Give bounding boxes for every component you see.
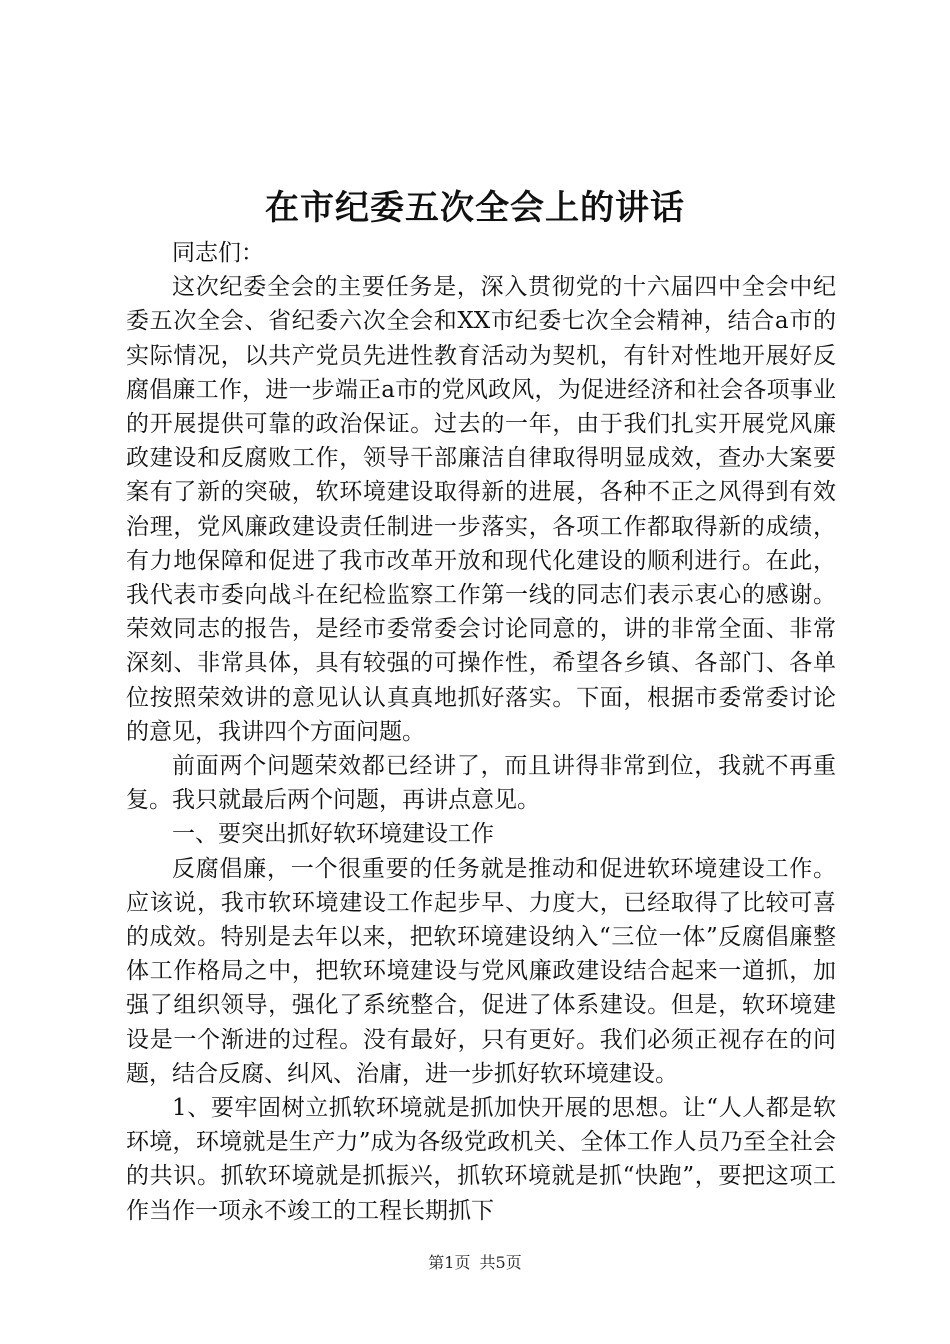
- page-number: 第1页: [428, 1253, 471, 1272]
- page-total: 共5页: [479, 1253, 522, 1272]
- paragraph-transition: 前面两个问题荣效都已经讲了，而且讲得非常到位，我就不再重复。我只就最后两个问题，再讲点意见。: [126, 753, 836, 814]
- page-footer: [0, 1252, 950, 1274]
- document-body: [126, 236, 836, 1228]
- section-heading-1: 一、要突出抓好软环境建设工作: [172, 821, 494, 848]
- paragraph-intro: 这次纪委全会的主要任务是，深入贯彻党的十六届四中全会中纪委五次全会、省纪委六次全会和XX市纪委七次全会精神，结合a市的实际情况，以共产党员先进性教育活动为契机，有针对性地开展好反腐倡廉工作，进一步端正a市的党风政风，为促进经济和社会各项事业的开展提供可靠的政治保证。过去的一年，由于我们扎实开展党风廉政建设和反腐败工作，领导干部廉洁自律取得明显成效，查办大案要案有了新的突破，软环境建设取得新的进展，各种不正之风得到有效治理，党风廉政建设责任制进一步落实，各项工作都取得新的成绩，有力地保障和促进了我市改革开放和现代化建设的顺利进行。在此，我代表市委向战斗在纪检监察工作第一线的同志们表示衷心的感谢。荣效同志的报告，是经市委常委会讨论同意的，讲的非常全面、非常深刻、非常具体，具有较强的可操作性，希望各乡镇、各部门、各单位按照荣效讲的意见认认真真地抓好落实。下面，根据市委常委讨论的意见，我讲四个方面问题。: [126, 274, 836, 745]
- paragraph-point-1: 1、要牢固树立抓软环境就是抓加快开展的思想。让“人人都是软环境，环境就是生产力”成为各级党政机关、全体工作人员乃至全社会的共识。抓软环境就是抓振兴，抓软环境就是抓“快跑”，要把这项工作当作一项永不竣工的工程长期抓下: [126, 1095, 836, 1224]
- paragraph-soft-environment: 反腐倡廉，一个很重要的任务就是推动和促进软环境建设工作。应该说，我市软环境建设工作起步早、力度大，已经取得了比较可喜的成效。特别是去年以来，把软环境建设纳入“三位一体”反腐倡廉整体工作格局之中，把软环境建设与党风廉政建设结合起来一道抓，加强了组织领导，强化了系统整合，促进了体系建设。但是，软环境建设是一个渐进的过程。没有最好，只有更好。我们必须正视存在的问题，结合反腐、纠风、治庸，进一步抓好软环境建设。: [126, 855, 836, 1087]
- document-title: 在市纪委五次全会上的讲话: [265, 188, 685, 228]
- salutation: 同志们：: [172, 240, 264, 266]
